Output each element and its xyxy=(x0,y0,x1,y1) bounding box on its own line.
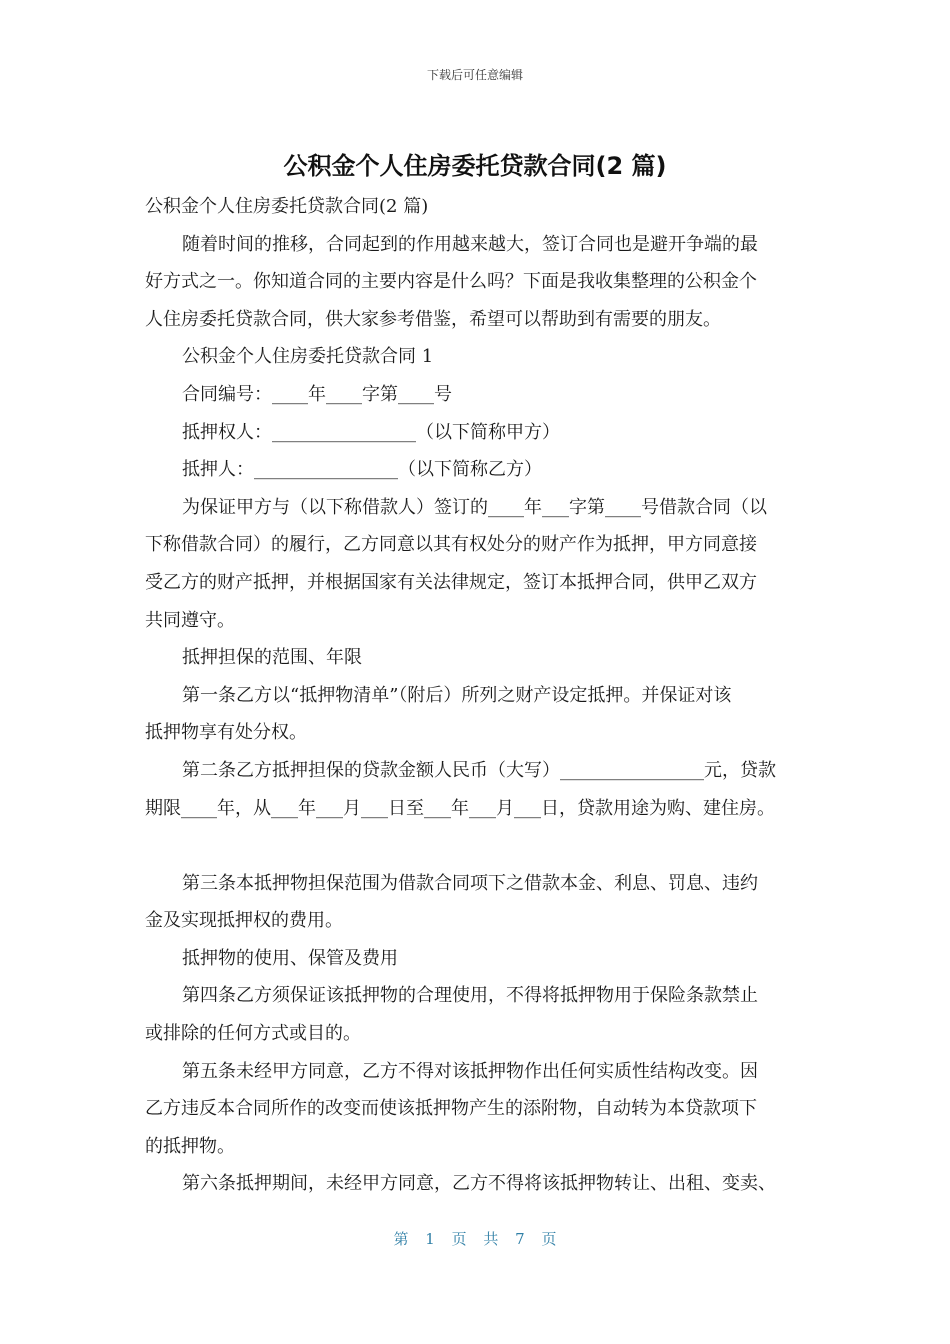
paragraph-line: 金及实现抵押权的费用。 xyxy=(145,910,343,932)
paragraph-line: 下称借款合同）的履行，乙方同意以其有权处分的财产作为抵押，甲方同意接 xyxy=(145,534,757,556)
paragraph-line: 抵押担保的范围、年限 xyxy=(182,647,362,669)
paragraph-line: 人住房委托贷款合同，供大家参考借鉴，希望可以帮助到有需要的朋友。 xyxy=(145,308,721,330)
paragraph-line: 随着时间的推移，合同起到的作用越来越大，签订合同也是避开争端的最 xyxy=(182,233,758,255)
page-header: 下载后可任意编辑 xyxy=(426,68,523,82)
paragraph-line: 为保证甲方与（以下称借款人）签订的____年___字第____号借款合同（以 xyxy=(182,496,767,518)
document-title: 公积金个人住房委托贷款合同(2 篇) xyxy=(283,152,667,180)
paragraph-line: 好方式之一。你知道合同的主要内容是什么吗？下面是我收集整理的公积金个 xyxy=(145,271,757,293)
paragraph-line: 或排除的任何方式或目的。 xyxy=(145,1023,361,1045)
paragraph-line: 第二条乙方抵押担保的贷款金额人民币（大写）________________元，贷款 xyxy=(182,759,776,781)
paragraph-line: 抵押物的使用、保管及费用 xyxy=(182,947,398,969)
paragraph-line: 第六条抵押期间，未经甲方同意，乙方不得将该抵押物转让、出租、变卖、 xyxy=(182,1173,776,1195)
paragraph-line: 抵押权人：________________（以下简称甲方） xyxy=(182,421,560,443)
paragraph-line xyxy=(145,827,810,865)
paragraph-line: 的抵押物。 xyxy=(145,1135,235,1157)
paragraph-line: 第三条本抵押物担保范围为借款合同项下之借款本金、利息、罚息、违约 xyxy=(182,872,758,894)
paragraph-line: 第一条乙方以“抵押物清单”（附后）所列之财产设定抵押。并保证对该 xyxy=(182,684,732,706)
paragraph-line: 合同编号：____年____字第____号 xyxy=(182,383,452,405)
paragraph-line: 受乙方的财产抵押，并根据国家有关法律规定，签订本抵押合同，供甲乙双方 xyxy=(145,571,757,593)
paragraph-line: 共同遵守。 xyxy=(145,609,235,631)
page-footer: 第 1 页 共 7 页 xyxy=(393,1230,557,1248)
paragraph-line: 抵押人：________________（以下简称乙方） xyxy=(182,459,542,481)
paragraph-line: 乙方违反本合同所作的改变而使该抵押物产生的添附物，自动转为本贷款项下 xyxy=(145,1098,757,1120)
paragraph-line: 第四条乙方须保证该抵押物的合理使用，不得将抵押物用于保险条款禁止 xyxy=(182,985,758,1007)
paragraph-line: 公积金个人住房委托贷款合同 1 xyxy=(182,346,434,368)
document-body xyxy=(145,188,810,1203)
paragraph-line: 期限____年，从___年___月___日至___年___月___日，贷款用途为购、建住房。 xyxy=(145,797,775,819)
paragraph-line: 抵押物享有处分权。 xyxy=(145,722,307,744)
paragraph-line: 公积金个人住房委托贷款合同(2 篇) xyxy=(145,196,429,217)
paragraph-line: 第五条未经甲方同意，乙方不得对该抵押物作出任何实质性结构改变。因 xyxy=(182,1060,758,1082)
